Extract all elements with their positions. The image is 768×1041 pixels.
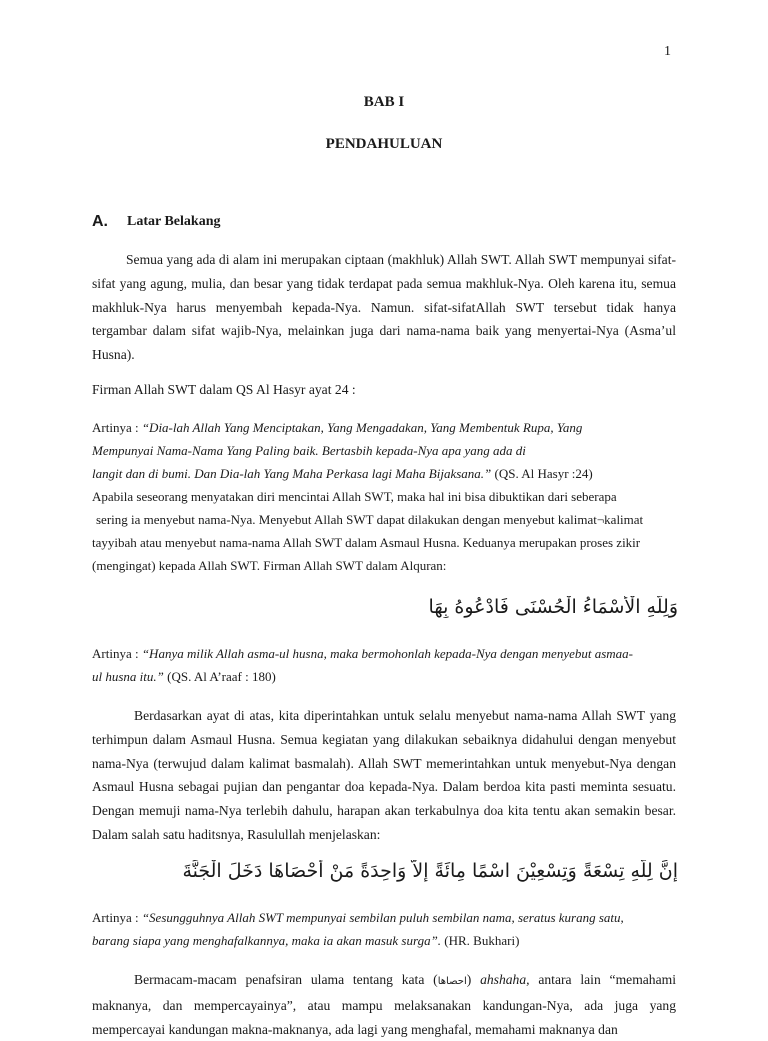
paragraph-line: tayyibah atau menyebut nama-nama Allah SWT dalam Asmaul Husna. Keduanya merupakan proses zikir [92,535,641,550]
translation-quote: ul husna itu.” [92,669,164,684]
arabic-hadith: إِنَّ لِلَّهِ تِسْعَةً وَتِسْعِيْنَ اسْمًا مِائَةً إِلاَّ وَاحِدَةً مَنْ أَحْصَاهَا دَخَلَ الْجَنَّةَ [182,860,678,882]
translation-quote: Mempunyai Nama-Nama Yang Paling baik. Bertasbih kepada-Nya apa yang ada di [92,443,526,458]
translation-hadith [92,906,676,952]
translation-line [92,439,676,462]
text-span: antara lain “memahami maknanya, dan mempercayainya”, atau mampu melaksanakan kandungan-Nya, ada juga yang mempercayai kandungan makna-maknanya, ada lagi yang menghafal, memahami maknanya dan [92,972,676,1037]
translation-quote: “Sesungguhnya Allah SWT mempunyai sembilan puluh sembilan nama, seratus kurang satu, [141,910,624,925]
paragraph-asmaul-husna [92,704,676,847]
translation-quote: barang siapa yang menghafalkannya, maka ia akan masuk surga”. [92,933,442,948]
translation-label: Artinya : [92,646,142,661]
translation-line [92,462,676,485]
translation-al-araf [92,642,676,688]
arabic-verse-al-araf: وَلِلَّهِ الْأَسْمَاءُ الْحُسْنَى فَادْعُوهُ بِهَا [428,596,678,618]
section-letter: A. [92,213,108,230]
translation-quote: “Hanya milik Allah asma-ul husna, maka bermohonlah kepada-Nya dengan menyebut asmaa- [141,646,633,661]
chapter-heading: BAB I [363,94,405,110]
translation-label: Artinya : [92,420,142,435]
paragraph-line: (mengingat) kepada Allah SWT. Firman Allah SWT dalam Alquran: [92,558,447,573]
firman-line [92,378,676,402]
translation-label: Artinya : [92,910,142,925]
quote-reference: (QS. Al Hasyr :24) [491,466,593,481]
paragraph-line: Apabila seseorang menyatakan diri mencintai Allah SWT, maka hal ini bisa dibuktikan dari seberapa [92,489,617,504]
translation-line [92,906,676,929]
text-span: Bermacam-macam penafsiran ulama tentang kata ( [134,972,438,987]
paragraph-asmaul-husna-text: Berdasarkan ayat di atas, kita diperintahkan untuk selalu menyebut nama-nama Allah SWT yang terhimpun dalam Asmaul Husna. Semua kegiatan yang dilakukan sebaiknya didahului dengan menyebut nama-Nya (terwujud dalam kalimat basmalah). Allah SWT memerintahkan untuk menyebut-Nya dengan Asmaul Husna sebagai pujian dan pengantar doa kepada-Nya. Dalam berdoa kita pasti meminta sesuatu. Dengan memuji nama-Nya terlebih dahulu, harapan akan terkabulnya doa kita tentu akan semakin besar. Dalam salah satu haditsnya, Rasulullah menjelaskan: [92,708,676,842]
quote-reference: (HR. Bukhari) [441,933,520,948]
text-span: ) [466,972,481,987]
page-number: 1 [664,44,671,59]
translation-quote: langit dan di bumi. Dan Dia-lah Yang Maha Perkasa lagi Maha Bijaksana.” [92,466,492,481]
paragraph-intro-text: Semua yang ada di alam ini merupakan ciptaan (makhluk) Allah SWT. Allah SWT mempunyai sifat-sifat yang agung, mulia, dan besar yang tidak terdapat pada semua makhluk-Nya. Oleh karena itu, semua makhluk-Nya harus menyembah kepada-Nya. Namun. sifat-sifatAllah SWT tersebut tidak hanya tergambar dalam sifat wajib-Nya, melainkan juga dari nama-nama baik yang menyertai-Nya (Asma’ul Husna). [92,252,676,363]
translation-al-hasyr [92,416,676,577]
translation-line [92,665,676,688]
section-title: Latar Belakang [127,214,221,229]
quote-reference: (QS. Al A’raaf : 180) [163,669,276,684]
chapter-title: PENDAHULUAN [325,136,443,152]
firman-text: Firman Allah SWT dalam QS Al Hasyr ayat 24 : [92,382,356,397]
translation-quote: “Dia-lah Allah Yang Menciptakan, Yang Mengadakan, Yang Membentuk Rupa, Yang [141,420,583,435]
paragraph-intro [92,248,676,367]
paragraph-line: sering ia menyebut nama-Nya. Menyebut Allah SWT dapat dilakukan dengan menyebut kalimat¬kalimat [96,512,644,527]
translation-line [92,416,676,439]
paragraph-penafsiran-text [92,968,676,1041]
arabic-word: احصاها [437,976,467,987]
translation-line [92,929,676,952]
paragraph-penafsiran [92,968,676,1041]
translation-line [92,642,676,665]
transliteration: ahshaha, [480,972,530,987]
